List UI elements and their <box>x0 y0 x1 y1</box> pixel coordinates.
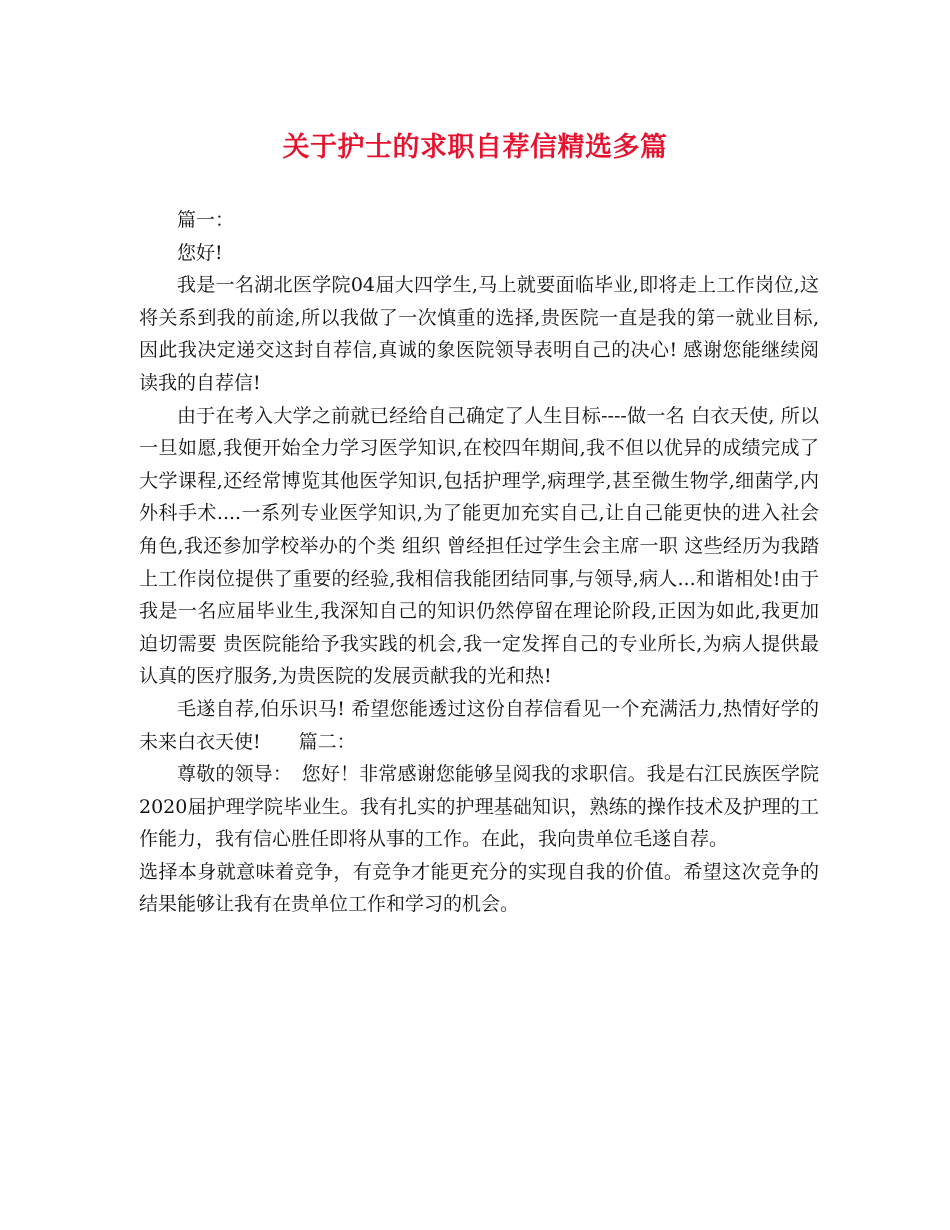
document-title: 关于护士的求职自荐信精选多篇 <box>282 132 668 163</box>
document-body <box>139 204 819 921</box>
paragraph-greeting: 您好! <box>177 241 223 264</box>
paragraph-letter-two-competition: 选择本身就意味着竞争，有竞争才能更充分的实现自我的价值。希望这次竞争的结果能够让我有在贵单位工作和学习的机会。 <box>139 860 819 916</box>
paragraph-introduction: 我是一名湖北医学院04届大四学生,马上就要面临毕业,即将走上工作岗位,这将关系到我的前途,所以我做了一次慎重的选择,贵医院一直是我的第一就业目标,因此我决定递交这封自荐信,真诚的象医院领导表明自己的决心! 感谢您能继续阅读我的自荐信! <box>139 274 819 394</box>
paragraph-closing-section-two: 毛遂自荐,伯乐识马! 希望您能透过这份自荐信看见一个充满活力,热情好学的未来白衣天使! 篇二： <box>139 697 819 753</box>
paragraph-experience: 由于在考入大学之前就已经给自己确定了人生目标----做一名 白衣天使, 所以一旦如愿,我便开始全力学习医学知识,在校四年期间,我不但以优异的成绩完成了大学课程,还经常博览其他医学知识,包括护理学,病理学,甚至微生物学,细菌学,内外科手术....一系列专业医学知识,为了能更加充实自己,让自己能更快的进入社会角色,我还参加学校举办的个类 组织 曾经担任过学生会主席一职 这些经历为我踏上工作岗位提供了重要的经验,我相信我能团结同事,与领导,病人...和谐相处!由于我是一名应届毕业生,我深知自己的知识仍然停留在理论阶段,正因为如此,我更加迫切需要 贵医院能给予我实践的机会,我一定发挥自己的专业所长,为病人提供最认真的医疗服务,为贵医院的发展贡献我的光和热! <box>139 404 819 688</box>
paragraph-letter-two-opening: 尊敬的领导： 您好！非常感谢您能够呈阅我的求职信。我是右江民族医学院2020届护理学院毕业生。我有扎实的护理基础知识，熟练的操作技术及护理的工作能力，我有信心胜任即将从事的工作。在此，我向贵单位毛遂自荐。 <box>139 763 819 851</box>
paragraph-section-one-heading: 篇一： <box>177 209 235 231</box>
